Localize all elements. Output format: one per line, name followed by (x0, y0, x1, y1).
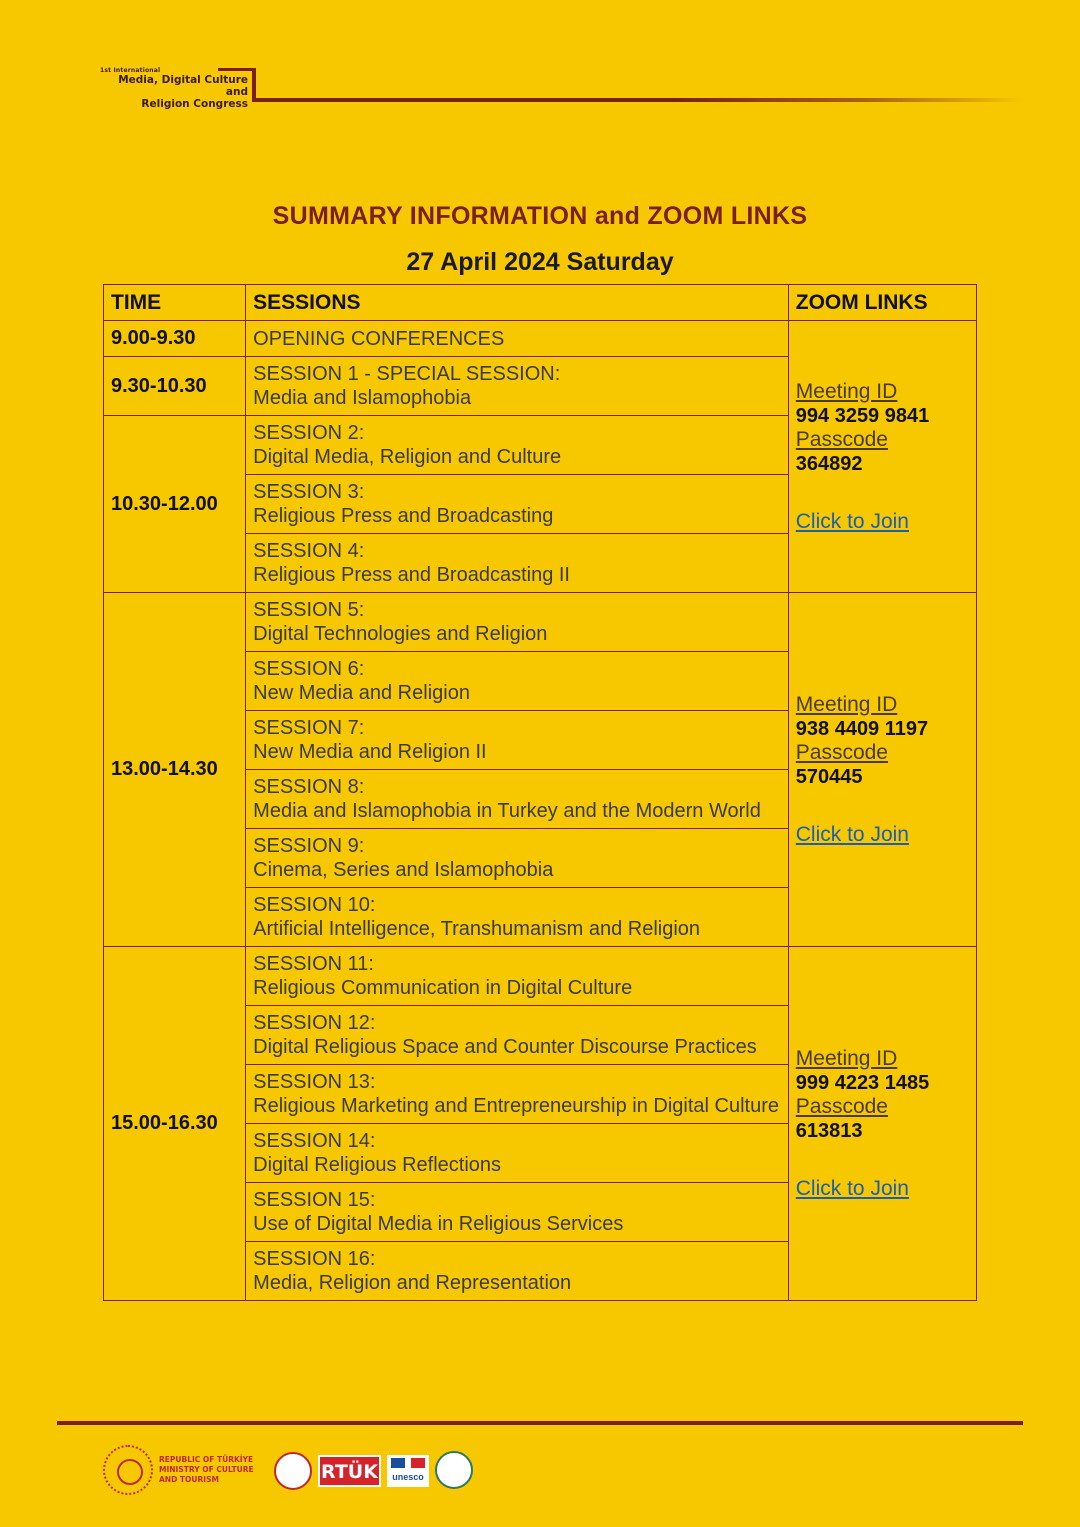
passcode-value: 613813 (795, 1119, 863, 1142)
session-number: SESSION 2: (253, 422, 365, 444)
session-topic: New Media and Religion (253, 682, 470, 704)
zoom-cell (788, 321, 976, 593)
session-cell (246, 1242, 789, 1301)
session-topic: New Media and Religion II (253, 741, 487, 763)
session-cell (246, 1183, 789, 1242)
session-cell (246, 475, 789, 534)
session-topic: Media and Islamophobia in Turkey and the Modern World (253, 800, 761, 822)
session-number: SESSION 1 - SPECIAL SESSION: (253, 363, 561, 385)
click-to-join-link[interactable]: Click to Join (795, 509, 909, 533)
table-row (104, 947, 977, 1006)
ministry-text (159, 1455, 254, 1485)
time-cell: 9.30-10.30 (104, 357, 246, 416)
session-cell (246, 593, 789, 652)
ministry-seal-icon (103, 1445, 153, 1495)
session-cell (246, 711, 789, 770)
passcode-value: 570445 (795, 765, 863, 788)
session-cell (246, 947, 789, 1006)
click-to-join-link[interactable]: Click to Join (795, 822, 909, 846)
session-number: SESSION 10: (253, 894, 376, 916)
session-cell (246, 1124, 789, 1183)
header-time: TIME (104, 285, 246, 321)
unesco-logo: unesco (387, 1455, 429, 1487)
page-title: SUMMARY INFORMATION and ZOOM LINKS (272, 202, 808, 230)
ministry-line-1: REPUBLIC OF TÜRKİYE (159, 1455, 254, 1464)
session-number: SESSION 8: (253, 776, 365, 798)
session-title: OPENING CONFERENCES (253, 327, 505, 350)
session-cell (246, 357, 789, 416)
header-sessions: SESSIONS (246, 285, 789, 321)
session-topic: Digital Media, Religion and Culture (253, 446, 562, 468)
session-number: SESSION 9: (253, 835, 365, 857)
session-topic: Religious Communication in Digital Culture (253, 977, 633, 999)
session-cell (246, 770, 789, 829)
passcode-label[interactable]: Passcode (795, 1094, 888, 1118)
time-cell: 15.00-16.30 (104, 947, 246, 1301)
time-cell: 9.00-9.30 (104, 321, 246, 357)
session-cell (246, 1065, 789, 1124)
session-topic: Media, Religion and Representation (253, 1272, 572, 1294)
session-topic: Religious Marketing and Entrepreneurship in Digital Culture (253, 1095, 779, 1117)
session-topic: Use of Digital Media in Religious Services (253, 1213, 624, 1235)
session-topic: Digital Religious Reflections (253, 1154, 502, 1176)
logo-small-text: 1st International (100, 67, 161, 74)
session-topic: Cinema, Series and Islamophobia (253, 859, 554, 881)
emblem-logo-icon (435, 1451, 473, 1489)
time-cell: 10.30-12.00 (104, 416, 246, 593)
logo-line-1: Media, Digital Culture and (118, 74, 248, 98)
congress-logo (100, 67, 248, 111)
session-topic: Digital Religious Space and Counter Discourse Practices (253, 1036, 757, 1058)
ministry-line-2: MINISTRY OF CULTURE (159, 1465, 254, 1474)
ministry-line-3: AND TOURISM (159, 1475, 219, 1484)
meeting-id-value: 994 3259 9841 (795, 404, 930, 427)
passcode-label[interactable]: Passcode (795, 740, 888, 764)
session-cell (246, 829, 789, 888)
session-topic: Religious Press and Broadcasting (253, 505, 554, 527)
session-number: SESSION 16: (253, 1248, 376, 1270)
session-topic: Digital Technologies and Religion (253, 623, 548, 645)
zoom-cell (788, 947, 976, 1301)
ministry-logo (103, 1443, 263, 1499)
table-header-row (104, 285, 977, 321)
footer-divider (57, 1421, 1023, 1425)
meeting-id-value: 999 4223 1485 (795, 1071, 930, 1094)
session-cell (246, 888, 789, 947)
zoom-cell (788, 593, 976, 947)
session-topic: Religious Press and Broadcasting II (253, 564, 570, 586)
meeting-id-label[interactable]: Meeting ID (795, 379, 898, 403)
session-number: SESSION 12: (253, 1012, 376, 1034)
schedule-table (103, 284, 977, 1301)
table-row (104, 321, 977, 357)
session-number: SESSION 13: (253, 1071, 376, 1093)
session-number: SESSION 5: (253, 599, 365, 621)
session-cell (246, 652, 789, 711)
session-number: SESSION 4: (253, 540, 365, 562)
page-date: 27 April 2024 Saturday (406, 248, 674, 276)
meeting-id-label[interactable]: Meeting ID (795, 1046, 898, 1070)
rtuk-logo: RTÜK (318, 1455, 381, 1487)
session-number: SESSION 15: (253, 1189, 376, 1211)
header-bar-horizontal (252, 98, 1024, 102)
passcode-value: 364892 (795, 452, 863, 475)
session-number: SESSION 3: (253, 481, 365, 503)
passcode-label[interactable]: Passcode (795, 427, 888, 451)
logo-line-2: Religion Congress (141, 98, 248, 110)
table-row (104, 593, 977, 652)
session-cell (246, 321, 789, 357)
header-bar-top (218, 68, 256, 71)
university-logo-icon (274, 1452, 312, 1490)
session-number: SESSION 14: (253, 1130, 376, 1152)
click-to-join-link[interactable]: Click to Join (795, 1176, 909, 1200)
time-cell: 13.00-14.30 (104, 593, 246, 947)
session-topic: Artificial Intelligence, Transhumanism and Religion (253, 918, 701, 940)
session-cell (246, 1006, 789, 1065)
session-cell (246, 416, 789, 475)
session-cell (246, 534, 789, 593)
header-zoom: ZOOM LINKS (788, 285, 976, 321)
session-topic: Media and Islamophobia (253, 387, 472, 409)
meeting-id-value: 938 4409 1197 (795, 717, 929, 740)
session-number: SESSION 6: (253, 658, 365, 680)
meeting-id-label[interactable]: Meeting ID (795, 692, 898, 716)
header-bar-vertical (252, 68, 256, 102)
session-number: SESSION 11: (253, 953, 374, 975)
session-number: SESSION 7: (253, 717, 365, 739)
